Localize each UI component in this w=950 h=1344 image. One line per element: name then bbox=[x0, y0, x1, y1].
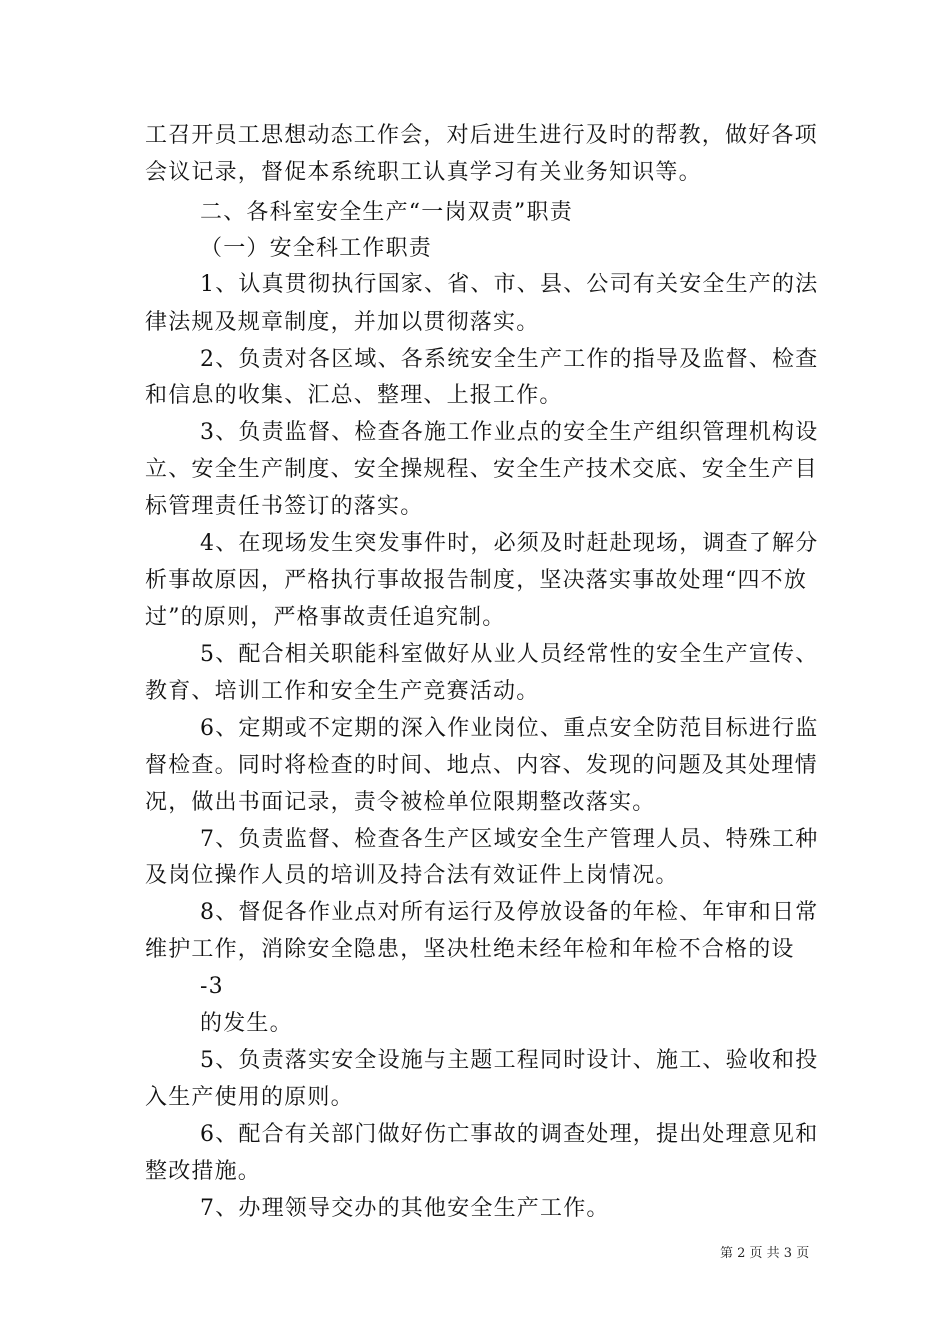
paragraph-item-2: 2、负责对各区域、各系统安全生产工作的指导及监督、检查 bbox=[200, 347, 819, 372]
paragraph-item-6b: 6、配合有关部门做好伤亡事故的调查处理，提出处理意见和 bbox=[200, 1122, 819, 1147]
text-line: 律法规及规章制度，并加以贯彻落实。 bbox=[145, 310, 540, 335]
paragraph-item-7b: 7、办理领导交办的其他安全生产工作。 bbox=[200, 1196, 610, 1221]
text-line: 督检查。同时将检查的时间、地点、内容、发现的问题及其处理情 bbox=[145, 753, 818, 778]
text-line: 维护工作，消除安全隐患，坚决杜绝未经年检和年检不合格的设 bbox=[145, 937, 795, 962]
paragraph-item-5b: 5、负责落实安全设施与主题工程同时设计、施工、验收和投 bbox=[200, 1048, 819, 1073]
text-line: 会议记录，督促本系统职工认真学习有关业务知识等。 bbox=[145, 160, 702, 185]
text-line: 工召开员工思想动态工作会，对后进生进行及时的帮教，做好各项 bbox=[145, 123, 818, 148]
text-line: 和信息的收集、汇总、整理、上报工作。 bbox=[145, 383, 563, 408]
section-heading: 二、各科室安全生产“一岗双责”职责 bbox=[200, 200, 573, 225]
paragraph-item-4: 4、在现场发生突发事件时，必须及时赶赴现场，调查了解分 bbox=[200, 531, 819, 556]
text-line: 入生产使用的原则。 bbox=[145, 1085, 354, 1110]
paragraph-item-3: 3、负责监督、检查各施工作业点的安全生产组织管理机构设 bbox=[200, 420, 819, 445]
paragraph-item-6: 6、定期或不定期的深入作业岗位、重点安全防范目标进行监 bbox=[200, 716, 819, 741]
paragraph-item-5: 5、配合相关职能科室做好从业人员经常性的安全生产宣传、 bbox=[200, 642, 819, 667]
subsection-heading: （一）安全科工作职责 bbox=[200, 236, 433, 261]
text-line: 过”的原则，严格事故责任追究制。 bbox=[145, 605, 506, 630]
paragraph-item-7: 7、负责监督、检查各生产区域安全生产管理人员、特殊工种 bbox=[200, 827, 819, 852]
text-line: 况，做出书面记录，责令被检单位限期整改落实。 bbox=[145, 790, 656, 815]
paragraph-item-8: 8、督促各作业点对所有运行及停放设备的年检、年审和日常 bbox=[200, 900, 819, 925]
text-line: 教育、培训工作和安全生产竞赛活动。 bbox=[145, 679, 540, 704]
text-line: 的发生。 bbox=[200, 1011, 293, 1036]
text-line: 标管理责任书签订的落实。 bbox=[145, 494, 424, 519]
page-number-footer: 第 2 页 共 3 页 bbox=[720, 1246, 810, 1261]
text-line: 整改措施。 bbox=[145, 1159, 262, 1184]
paragraph-item-1: 1、认真贯彻执行国家、省、市、县、公司有关安全生产的法 bbox=[200, 272, 819, 297]
text-line: 析事故原因，严格执行事故报告制度，坚决落实事故处理“四不放 bbox=[145, 568, 808, 593]
text-line: 及岗位操作人员的培训及持合法有效证件上岗情况。 bbox=[145, 863, 679, 888]
page-break-marker: -3 bbox=[200, 974, 224, 999]
text-line: 立、安全生产制度、安全操规程、安全生产技术交底、安全生产目 bbox=[145, 457, 818, 482]
